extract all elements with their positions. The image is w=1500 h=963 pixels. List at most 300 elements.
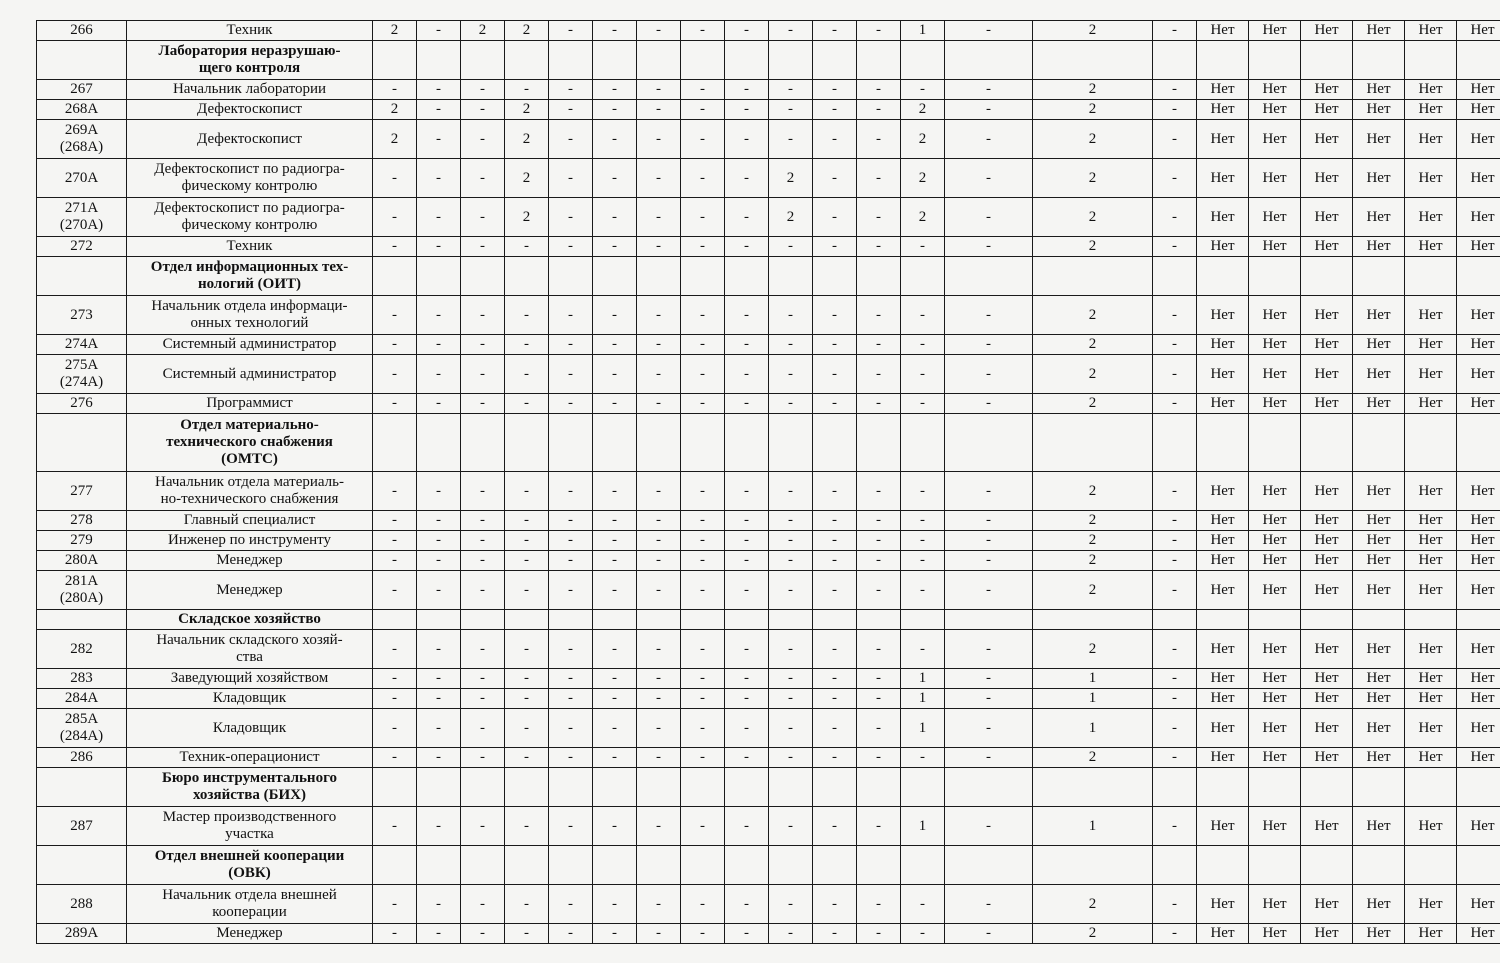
- table-row: [37, 531, 1500, 551]
- class-value-cell: -: [813, 100, 857, 120]
- table-row: [37, 748, 1500, 768]
- position-name-line: Техник: [226, 22, 273, 38]
- empty-cell: [1457, 768, 1500, 807]
- guarantee-cell: Нет: [1249, 355, 1301, 394]
- position-name: [127, 120, 373, 159]
- empty-cell: [417, 846, 461, 885]
- class-value-cell: -: [769, 924, 813, 944]
- class-value-cell: -: [857, 885, 901, 924]
- guarantee-cell: Нет: [1301, 237, 1353, 257]
- class-value-cell: -: [857, 355, 901, 394]
- class-value-cell: -: [1153, 355, 1197, 394]
- workplace-number-line: 271А: [64, 200, 99, 216]
- class-value-cell: -: [769, 355, 813, 394]
- class-value-cell: -: [373, 807, 417, 846]
- empty-cell: [725, 610, 769, 630]
- class-value-cell: -: [505, 748, 549, 768]
- class-value-cell: -: [857, 807, 901, 846]
- number-cell: [37, 414, 127, 472]
- class-value-cell: -: [505, 531, 549, 551]
- workplace-number: [37, 237, 127, 257]
- class-value-cell: -: [901, 924, 945, 944]
- class-value-cell: -: [901, 571, 945, 610]
- guarantee-cell: Нет: [1249, 394, 1301, 414]
- guarantee-cell: Нет: [1457, 748, 1500, 768]
- class-value-cell: -: [593, 551, 637, 571]
- class-value-cell: -: [461, 630, 505, 669]
- class-value-cell: -: [637, 669, 681, 689]
- position-name-line: Кладовщик: [212, 690, 287, 706]
- class-value-cell: -: [901, 80, 945, 100]
- empty-cell: [461, 768, 505, 807]
- class-value-cell: -: [373, 335, 417, 355]
- empty-cell: [637, 414, 681, 472]
- class-value-cell: -: [681, 394, 725, 414]
- empty-cell: [769, 257, 813, 296]
- section-row: [37, 414, 1500, 472]
- class-value-cell: -: [461, 689, 505, 709]
- guarantee-cell: Нет: [1197, 159, 1249, 198]
- class-value-cell: -: [593, 335, 637, 355]
- class-value-cell: -: [461, 237, 505, 257]
- section-title: [127, 257, 373, 296]
- class-value-cell: -: [461, 571, 505, 610]
- class-value-cell: -: [1153, 472, 1197, 511]
- empty-cell: [373, 414, 417, 472]
- empty-cell: [505, 846, 549, 885]
- class-value-cell: -: [549, 748, 593, 768]
- class-value-cell: -: [813, 807, 857, 846]
- workplace-number: [37, 21, 127, 41]
- empty-cell: [593, 846, 637, 885]
- empty-cell: [857, 846, 901, 885]
- guarantee-cell: Нет: [1405, 296, 1457, 335]
- workplace-number-line: 267: [70, 81, 93, 97]
- empty-cell: [1033, 257, 1153, 296]
- class-value-cell: -: [637, 159, 681, 198]
- class-value-cell: -: [461, 120, 505, 159]
- empty-cell: [1197, 414, 1249, 472]
- class-value-cell: -: [373, 571, 417, 610]
- class-value-cell: -: [769, 120, 813, 159]
- class-value-cell: -: [505, 709, 549, 748]
- class-value-cell: 2: [1033, 472, 1153, 511]
- guarantee-cell: Нет: [1457, 807, 1500, 846]
- workplace-number-line: 285А: [64, 711, 99, 727]
- empty-cell: [813, 846, 857, 885]
- class-value-cell: -: [769, 237, 813, 257]
- table-row: [37, 885, 1500, 924]
- class-value-cell: -: [549, 551, 593, 571]
- empty-cell: [1353, 768, 1405, 807]
- guarantee-cell: Нет: [1249, 159, 1301, 198]
- empty-cell: [461, 41, 505, 80]
- table-row: [37, 571, 1500, 610]
- class-value-cell: -: [945, 80, 1033, 100]
- empty-cell: [373, 41, 417, 80]
- class-value-cell: -: [857, 198, 901, 237]
- section-title-line: Складское хозяйство: [178, 611, 321, 627]
- class-value-cell: -: [725, 689, 769, 709]
- class-value-cell: -: [725, 885, 769, 924]
- guarantee-cell: Нет: [1405, 472, 1457, 511]
- position-name: [127, 335, 373, 355]
- class-value-cell: -: [505, 551, 549, 571]
- class-value-cell: 2: [1033, 120, 1153, 159]
- class-value-cell: -: [461, 531, 505, 551]
- empty-cell: [1249, 257, 1301, 296]
- table-row: [37, 237, 1500, 257]
- guarantee-cell: Нет: [1301, 100, 1353, 120]
- class-value-cell: 1: [1033, 669, 1153, 689]
- guarantee-cell: Нет: [1353, 335, 1405, 355]
- class-value-cell: -: [373, 511, 417, 531]
- guarantee-cell: Нет: [1353, 630, 1405, 669]
- class-value-cell: -: [769, 335, 813, 355]
- guarantee-cell: Нет: [1197, 807, 1249, 846]
- class-value-cell: 2: [1033, 551, 1153, 571]
- workplace-number-line: 276: [70, 395, 93, 411]
- class-value-cell: -: [1153, 511, 1197, 531]
- guarantee-cell: Нет: [1405, 21, 1457, 41]
- class-value-cell: -: [417, 709, 461, 748]
- guarantee-cell: Нет: [1457, 689, 1500, 709]
- empty-cell: [1301, 846, 1353, 885]
- class-value-cell: 1: [901, 709, 945, 748]
- workplace-number-line: 284А: [64, 690, 99, 706]
- class-value-cell: 2: [901, 159, 945, 198]
- position-name-line: фическому контролю: [181, 178, 318, 194]
- class-value-cell: -: [505, 296, 549, 335]
- guarantee-cell: Нет: [1249, 237, 1301, 257]
- empty-cell: [1033, 610, 1153, 630]
- class-value-cell: -: [945, 924, 1033, 944]
- empty-cell: [945, 257, 1033, 296]
- section-title-line: Отдел внешней кооперации: [154, 848, 345, 864]
- guarantee-cell: Нет: [1405, 198, 1457, 237]
- class-value-cell: -: [681, 551, 725, 571]
- class-value-cell: -: [505, 472, 549, 511]
- class-value-cell: -: [813, 120, 857, 159]
- class-value-cell: -: [637, 355, 681, 394]
- empty-cell: [1457, 846, 1500, 885]
- guarantee-cell: Нет: [1301, 355, 1353, 394]
- empty-cell: [593, 257, 637, 296]
- empty-cell: [725, 414, 769, 472]
- guarantee-cell: Нет: [1353, 237, 1405, 257]
- class-value-cell: -: [1153, 748, 1197, 768]
- class-value-cell: -: [505, 237, 549, 257]
- guarantee-cell: Нет: [1301, 748, 1353, 768]
- position-name-line: но-технического снабжения: [160, 491, 339, 507]
- empty-cell: [637, 846, 681, 885]
- workplace-number-line: (268А): [59, 139, 104, 155]
- guarantee-cell: Нет: [1405, 80, 1457, 100]
- class-value-cell: -: [593, 511, 637, 531]
- section-title-line: нологий (ОИТ): [197, 276, 302, 292]
- class-value-cell: -: [857, 689, 901, 709]
- class-value-cell: -: [681, 748, 725, 768]
- class-value-cell: 2: [1033, 198, 1153, 237]
- class-value-cell: -: [857, 335, 901, 355]
- workplace-number-line: 277: [70, 482, 93, 499]
- class-value-cell: -: [769, 748, 813, 768]
- workplace-number-line: 272: [70, 238, 93, 254]
- class-value-cell: -: [769, 472, 813, 511]
- position-name: [127, 159, 373, 198]
- guarantee-cell: Нет: [1249, 709, 1301, 748]
- empty-cell: [637, 610, 681, 630]
- workplace-number-line: 268А: [64, 101, 99, 117]
- class-value-cell: 1: [1033, 709, 1153, 748]
- class-value-cell: -: [637, 885, 681, 924]
- guarantee-cell: Нет: [1249, 335, 1301, 355]
- empty-cell: [813, 414, 857, 472]
- empty-cell: [1301, 257, 1353, 296]
- workplace-number-line: 281А: [64, 573, 99, 589]
- class-value-cell: -: [461, 100, 505, 120]
- class-value-cell: -: [901, 296, 945, 335]
- section-title-line: щего контроля: [198, 60, 301, 76]
- class-value-cell: -: [461, 335, 505, 355]
- class-value-cell: -: [1153, 924, 1197, 944]
- class-value-cell: 2: [1033, 630, 1153, 669]
- position-name-line: онных технологий: [190, 315, 309, 331]
- table-row: [37, 355, 1500, 394]
- position-name: [127, 630, 373, 669]
- guarantee-cell: Нет: [1197, 630, 1249, 669]
- class-value-cell: -: [637, 80, 681, 100]
- empty-cell: [1353, 610, 1405, 630]
- class-value-cell: -: [593, 159, 637, 198]
- class-value-cell: 2: [901, 198, 945, 237]
- workplace-number: [37, 748, 127, 768]
- class-value-cell: -: [945, 709, 1033, 748]
- empty-cell: [857, 41, 901, 80]
- guarantee-cell: Нет: [1301, 571, 1353, 610]
- class-value-cell: -: [681, 100, 725, 120]
- section-row: [37, 610, 1500, 630]
- guarantee-cell: Нет: [1457, 296, 1500, 335]
- guarantee-cell: Нет: [1405, 335, 1457, 355]
- position-name: [127, 748, 373, 768]
- empty-cell: [813, 768, 857, 807]
- guarantee-cell: Нет: [1249, 885, 1301, 924]
- class-value-cell: -: [373, 709, 417, 748]
- class-value-cell: -: [945, 355, 1033, 394]
- position-name-line: Главный специалист: [183, 512, 316, 528]
- guarantee-cell: Нет: [1457, 80, 1500, 100]
- guarantee-cell: Нет: [1353, 531, 1405, 551]
- guarantee-cell: Нет: [1197, 472, 1249, 511]
- empty-cell: [593, 610, 637, 630]
- guarantee-cell: Нет: [1353, 472, 1405, 511]
- class-value-cell: -: [725, 335, 769, 355]
- class-value-cell: -: [813, 80, 857, 100]
- class-value-cell: -: [549, 21, 593, 41]
- guarantee-cell: Нет: [1249, 198, 1301, 237]
- workplace-number: [37, 296, 127, 335]
- empty-cell: [769, 768, 813, 807]
- empty-cell: [549, 610, 593, 630]
- class-value-cell: -: [681, 531, 725, 551]
- class-value-cell: -: [1153, 531, 1197, 551]
- empty-cell: [461, 257, 505, 296]
- position-name-line: Менеджер: [216, 581, 283, 598]
- class-value-cell: -: [813, 472, 857, 511]
- class-value-cell: -: [857, 571, 901, 610]
- guarantee-cell: Нет: [1457, 198, 1500, 237]
- section-row: [37, 846, 1500, 885]
- position-name-line: Менеджер: [216, 552, 283, 568]
- class-value-cell: -: [945, 885, 1033, 924]
- class-value-cell: -: [373, 296, 417, 335]
- class-value-cell: -: [857, 531, 901, 551]
- class-value-cell: -: [681, 159, 725, 198]
- number-cell: [37, 41, 127, 80]
- position-name-line: Инженер по инструменту: [168, 532, 331, 548]
- class-value-cell: -: [549, 807, 593, 846]
- section-title-line: (ОВК): [228, 865, 271, 881]
- empty-cell: [945, 846, 1033, 885]
- class-value-cell: -: [417, 237, 461, 257]
- class-value-cell: -: [593, 21, 637, 41]
- position-name-line: Дефектоскопист по радиогра-: [154, 200, 345, 216]
- empty-cell: [461, 846, 505, 885]
- class-value-cell: 2: [505, 21, 549, 41]
- position-name-line: Начальник отдела материаль-: [155, 474, 344, 490]
- class-value-cell: 2: [1033, 80, 1153, 100]
- table-row: [37, 335, 1500, 355]
- guarantee-cell: Нет: [1301, 296, 1353, 335]
- guarantee-cell: Нет: [1197, 198, 1249, 237]
- guarantee-cell: Нет: [1197, 355, 1249, 394]
- empty-cell: [857, 768, 901, 807]
- guarantee-cell: Нет: [1301, 120, 1353, 159]
- empty-cell: [1153, 846, 1197, 885]
- empty-cell: [1197, 41, 1249, 80]
- empty-cell: [901, 41, 945, 80]
- class-value-cell: -: [373, 551, 417, 571]
- workplace-number-line: 282: [70, 640, 93, 657]
- class-value-cell: -: [813, 924, 857, 944]
- class-value-cell: -: [769, 630, 813, 669]
- position-name-line: Системный администратор: [162, 365, 337, 382]
- class-value-cell: -: [1153, 689, 1197, 709]
- empty-cell: [1033, 768, 1153, 807]
- workplace-number: [37, 100, 127, 120]
- empty-cell: [681, 41, 725, 80]
- class-value-cell: 2: [1033, 237, 1153, 257]
- empty-cell: [769, 846, 813, 885]
- position-name-line: фическому контролю: [181, 217, 318, 233]
- class-value-cell: -: [769, 669, 813, 689]
- class-value-cell: -: [681, 198, 725, 237]
- guarantee-cell: Нет: [1197, 571, 1249, 610]
- class-value-cell: -: [769, 21, 813, 41]
- class-value-cell: -: [725, 551, 769, 571]
- workplace-number: [37, 551, 127, 571]
- class-value-cell: -: [505, 689, 549, 709]
- workplace-number: [37, 689, 127, 709]
- class-value-cell: -: [549, 237, 593, 257]
- class-value-cell: 2: [1033, 924, 1153, 944]
- class-value-cell: -: [461, 296, 505, 335]
- class-value-cell: -: [373, 355, 417, 394]
- guarantee-cell: Нет: [1353, 807, 1405, 846]
- workplace-number-line: 273: [70, 306, 93, 323]
- class-value-cell: -: [505, 669, 549, 689]
- class-value-cell: -: [461, 885, 505, 924]
- class-value-cell: -: [857, 511, 901, 531]
- class-value-cell: -: [681, 335, 725, 355]
- class-value-cell: -: [1153, 296, 1197, 335]
- position-name-line: Дефектоскопист по радиогра-: [154, 161, 345, 177]
- table-row: [37, 924, 1500, 944]
- guarantee-cell: Нет: [1197, 100, 1249, 120]
- guarantee-cell: Нет: [1249, 511, 1301, 531]
- guarantee-cell: Нет: [1301, 709, 1353, 748]
- class-value-cell: -: [769, 551, 813, 571]
- guarantee-cell: Нет: [1197, 748, 1249, 768]
- guarantee-cell: Нет: [1197, 335, 1249, 355]
- class-value-cell: -: [769, 531, 813, 551]
- class-value-cell: -: [857, 296, 901, 335]
- guarantee-cell: Нет: [1457, 472, 1500, 511]
- class-value-cell: -: [637, 709, 681, 748]
- position-name-line: Заведующий хозяйством: [170, 670, 329, 686]
- section-title-line: Отдел материально-: [180, 417, 319, 433]
- guarantee-cell: Нет: [1405, 394, 1457, 414]
- class-value-cell: -: [813, 571, 857, 610]
- class-value-cell: 2: [373, 100, 417, 120]
- guarantee-cell: Нет: [1301, 551, 1353, 571]
- empty-cell: [725, 41, 769, 80]
- class-value-cell: -: [681, 80, 725, 100]
- guarantee-cell: Нет: [1249, 689, 1301, 709]
- guarantee-cell: Нет: [1405, 885, 1457, 924]
- class-value-cell: -: [857, 669, 901, 689]
- workplace-number: [37, 669, 127, 689]
- section-row: [37, 41, 1500, 80]
- class-value-cell: -: [681, 630, 725, 669]
- class-value-cell: 2: [1033, 885, 1153, 924]
- empty-cell: [901, 768, 945, 807]
- guarantee-cell: Нет: [1405, 630, 1457, 669]
- class-value-cell: -: [505, 924, 549, 944]
- class-value-cell: -: [505, 807, 549, 846]
- empty-cell: [549, 768, 593, 807]
- class-value-cell: -: [549, 669, 593, 689]
- guarantee-cell: Нет: [1197, 689, 1249, 709]
- empty-cell: [1301, 610, 1353, 630]
- section-title-line: (ОМТС): [221, 451, 278, 467]
- guarantee-cell: Нет: [1405, 511, 1457, 531]
- position-name-line: участка: [225, 826, 274, 842]
- class-value-cell: 2: [1033, 100, 1153, 120]
- class-value-cell: -: [945, 689, 1033, 709]
- class-value-cell: -: [681, 807, 725, 846]
- class-value-cell: -: [549, 159, 593, 198]
- class-value-cell: -: [461, 198, 505, 237]
- class-value-cell: -: [549, 198, 593, 237]
- class-value-cell: -: [813, 394, 857, 414]
- guarantee-cell: Нет: [1353, 296, 1405, 335]
- empty-cell: [373, 610, 417, 630]
- class-value-cell: -: [373, 924, 417, 944]
- guarantee-cell: Нет: [1353, 885, 1405, 924]
- guarantee-cell: Нет: [1405, 807, 1457, 846]
